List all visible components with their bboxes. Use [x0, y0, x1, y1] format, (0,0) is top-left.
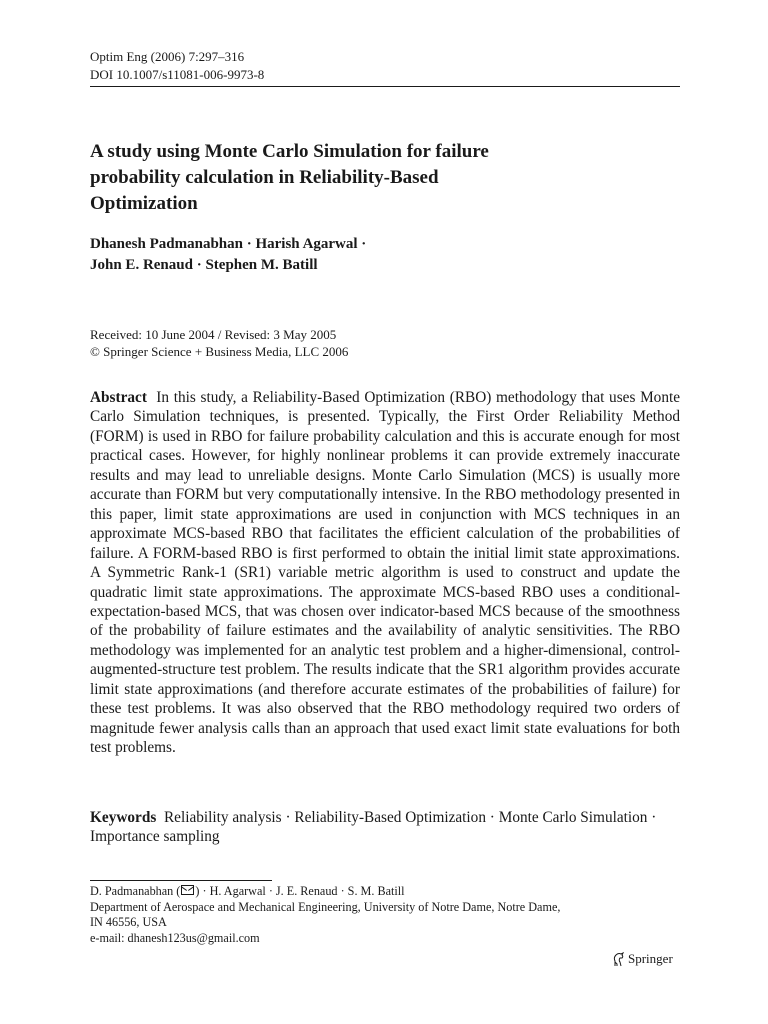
authors-line-2: John E. Renaud · Stephen M. Batill: [90, 257, 318, 273]
author-email[interactable]: e-mail: dhanesh123us@gmail.com: [90, 930, 260, 945]
springer-horse-icon: [612, 952, 625, 967]
keywords: [90, 808, 680, 847]
authors-line-1: Dhanesh Padmanabhan · Harish Agarwal ·: [90, 236, 367, 252]
keywords-text: Reliability analysis · Reliability-Based Optimization · Monte Carlo Simulation · Importance sampling: [90, 809, 657, 846]
paper-title: [90, 139, 650, 217]
footnote-rule: [90, 880, 272, 881]
corresponding-author: D. Padmanabhan (: [90, 884, 181, 898]
journal-citation: Optim Eng (2006) 7:297–316: [90, 49, 245, 64]
article-history: [90, 326, 348, 360]
title-line-3: Optimization: [90, 193, 198, 214]
department-line-1: Department of Aerospace and Mechanical Engineering, University of Notre Dame, Notre Dame,: [90, 899, 561, 914]
publisher-name: Springer: [628, 951, 673, 966]
department-line-2: IN 46556, USA: [90, 915, 167, 929]
title-line-2: probability calculation in Reliability-Based: [90, 167, 439, 188]
affiliation-authors: [90, 884, 680, 900]
author-affiliation: [90, 884, 680, 946]
abstract-label: Abstract: [90, 389, 147, 406]
author-list: [90, 234, 650, 276]
publisher-mark: [612, 950, 673, 968]
abstract-text: In this study, a Reliability-Based Optimization (RBO) methodology that uses Monte Carlo Simulation techniques, is presented. Typically, the First Order Reliability Method (FORM) is used in RBO for failure probability calculation and this is accurate enough for most practical cases. However, for highly nonlinear problems it can provide extremely inaccurate results and may lead to unreliable designs. Monte Carlo Simulation (MCS) is usually more accurate than FORM but very computationally intensive. In the RBO methodology presented in this paper, limit state approximations are used in conjunction with MCS techniques in an approximate MCS-based RBO that facilitates the efficient calculation of the probabilities of failure. A FORM-based RBO is first performed to obtain the initial limit state approximations. A Symmetric Rank-1 (SR1) variable metric algorithm is used to construct and update the quadratic limit state approximations. The approximate MCS-based RBO uses a conditional-expectation-based MCS, that was chosen over indicator-based MCS because of the smoothness of the probability of failure estimates and the availability of analytic sensitivities. The RBO methodology was implemented for an analytic test problem and a higher-dimensional, control-augmented-structure test problem. The results indicate that the SR1 algorithm provides accurate limit state approximations (and therefore accurate estimates of the probabilities of failure) for these test problems. It was also observed that the RBO methodology required two orders of magnitude fewer analysis calls than an approach that used exact limit state evaluations for both test problems.: [90, 389, 681, 757]
abstract: [90, 388, 680, 758]
journal-header: [90, 48, 264, 84]
journal-doi: DOI 10.1007/s11081-006-9973-8: [90, 67, 265, 82]
affiliation-coauthors: ) · H. Agarwal · J. E. Renaud · S. M. Batill: [195, 884, 405, 898]
title-line-1: A study using Monte Carlo Simulation for failure: [90, 141, 489, 162]
copyright-notice: © Springer Science + Business Media, LLC 2006: [90, 344, 349, 359]
received-revised-dates: Received: 10 June 2004 / Revised: 3 May 2005: [90, 327, 337, 342]
keywords-label: Keywords: [90, 809, 157, 826]
header-rule: [90, 86, 680, 87]
envelope-icon: [181, 885, 194, 895]
